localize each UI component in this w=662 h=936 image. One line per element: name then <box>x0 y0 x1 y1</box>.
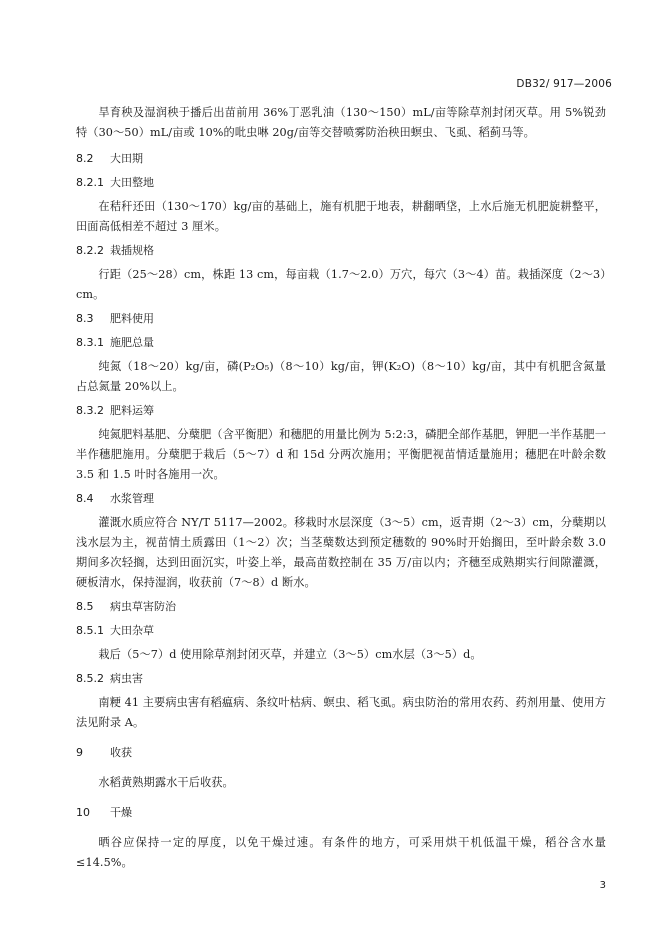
section-heading-9 <box>76 743 606 763</box>
section-heading-8-5 <box>76 597 606 617</box>
section-title: 收获 <box>110 746 132 759</box>
section-heading-8-2-1 <box>76 173 606 193</box>
section-heading-8-3-2 <box>76 401 606 421</box>
section-number: 8.5.1 <box>76 624 104 637</box>
paragraph-harvest: 水稻黄熟期露水干后收获。 <box>98 776 234 789</box>
section-heading-8-3 <box>76 309 606 329</box>
standard-code: DB32/ 917—2006 <box>516 78 612 90</box>
section-heading-8-3-1 <box>76 333 606 353</box>
section-number: 8.3.1 <box>76 336 104 349</box>
paragraph-field-preparation: 在秸秆还田（130～170）kg/亩的基础上，施有机肥于地表，耕翻晒垡，上水后施无机肥旋耕整平，田面高低相差不超过 3 厘米。 <box>76 200 606 233</box>
section-number: 8.5 <box>76 600 94 613</box>
section-title: 大田整地 <box>110 176 154 189</box>
page-number: 3 <box>599 880 606 891</box>
section-title: 肥料使用 <box>110 312 154 325</box>
paragraph-drying: 晒谷应保持一定的厚度，以免干燥过速。有条件的地方，可采用烘干机低温干燥，稻谷含水量≤14.5%。 <box>76 836 606 869</box>
section-number: 8.4 <box>76 492 94 505</box>
section-title: 水浆管理 <box>110 492 154 505</box>
section-heading-8-5-1 <box>76 621 606 641</box>
section-title: 栽插规格 <box>110 244 154 257</box>
paragraph-field-weeds: 栽后（5～7）d 使用除草剂封闭灭草，并建立（3～5）cm水层（3～5）d。 <box>98 648 482 661</box>
paragraph-pests-diseases: 南粳 41 主要病虫害有稻瘟病、条纹叶枯病、螟虫、稻飞虱。病虫防治的常用农药、药剂用量、使用方法见附录 A。 <box>76 696 606 729</box>
section-title: 病虫害 <box>110 672 143 685</box>
paragraph-water-management: 灌溉水质应符合 NY/T 5117—2002。移栽时水层深度（3～5）cm，返青期（2～3）cm，分蘖期以浅水层为主，视苗情土质露田（1～2）次；当茎蘖数达到预定穗数的 90%时开始搁田，至叶龄余数 3.0 期间多次轻搁，达到田面沉实，叶姿上举，最高苗数控制在 35 万/亩以内；齐穗至成熟期实行间隙灌溉，硬板清水，保持湿润，收获前（7～8）d 断水。 <box>76 516 606 589</box>
document-body <box>76 103 606 873</box>
section-heading-8-2-2 <box>76 241 606 261</box>
paragraph-transplant-spacing: 行距（25～28）cm，株距 13 cm，每亩栽（1.7～2.0）万穴，每穴（3～4）苗。栽插深度（2～3）cm。 <box>76 268 606 301</box>
section-heading-8-5-2 <box>76 669 606 689</box>
section-title: 病虫草害防治 <box>110 600 176 613</box>
section-title: 大田期 <box>110 152 143 165</box>
section-heading-8-4 <box>76 489 606 509</box>
paragraph-fertilizer-total: 纯氮（18～20）kg/亩，磷(P₂O₅)（8～10）kg/亩，钾(K₂O)（8～10）kg/亩，其中有机肥含氮量占总氮量 20%以上。 <box>76 360 606 393</box>
section-number: 9 <box>76 746 83 759</box>
section-heading-10 <box>76 803 606 823</box>
section-title: 肥料运筹 <box>110 404 154 417</box>
section-title: 施肥总量 <box>110 336 154 349</box>
section-number: 8.5.2 <box>76 672 104 685</box>
section-number: 8.2 <box>76 152 94 165</box>
section-number: 8.2.2 <box>76 244 104 257</box>
paragraph-fertilizer-schedule: 纯氮肥料基肥、分蘖肥（含平衡肥）和穗肥的用量比例为 5:2:3，磷肥全部作基肥，钾肥一半作基肥一半作穗肥施用。分蘖肥于栽后（5～7）d 和 15d 分两次施用；平衡肥视苗情适量施用；穗肥在叶龄余数 3.5 和 1.5 叶时各施用一次。 <box>76 428 606 481</box>
section-title: 大田杂草 <box>110 624 154 637</box>
section-number: 8.3 <box>76 312 94 325</box>
section-heading-8-2 <box>76 149 606 169</box>
paragraph-seedling-weed-control: 旱育秧及湿润秧于播后出苗前用 36%丁恶乳油（130～150）mL/亩等除草剂封闭灭草。用 5%锐劲特（30～50）mL/亩或 10%的吡虫啉 20g/亩等交替喷雾防治秧田螟虫、飞虱、稻蓟马等。 <box>76 106 606 139</box>
section-number: 8.2.1 <box>76 176 104 189</box>
section-number: 8.3.2 <box>76 404 104 417</box>
section-number: 10 <box>76 806 90 819</box>
section-title: 干燥 <box>110 806 132 819</box>
